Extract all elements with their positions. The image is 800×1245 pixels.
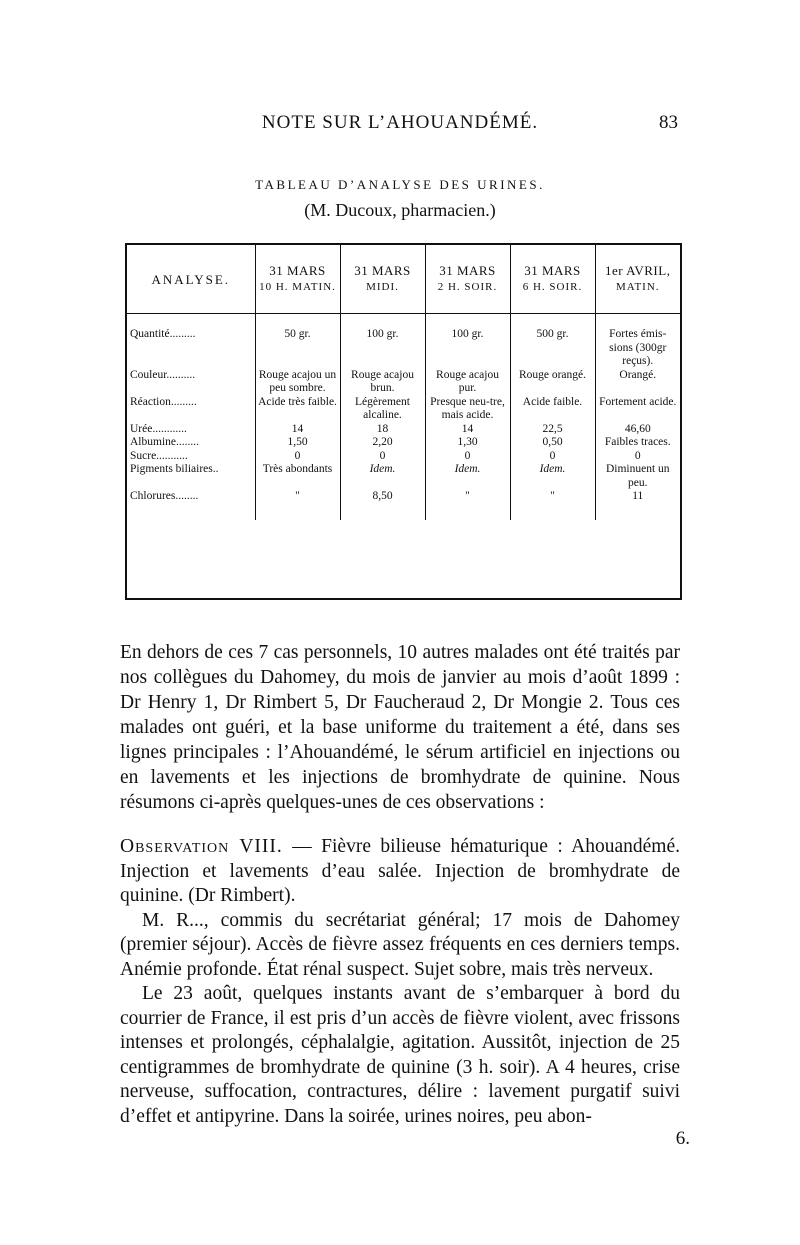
observation-section: [120, 835, 680, 1129]
analysis-table: [127, 245, 680, 520]
table-cell: 22,5: [510, 423, 595, 437]
table-cell: 18: [340, 423, 425, 437]
table-cell: Faibles traces.: [595, 436, 680, 450]
table-row: [127, 490, 680, 520]
table-cell: ": [255, 490, 340, 520]
table-cell: Orangé.: [595, 369, 680, 396]
table-cell: Rouge acajou brun.: [340, 369, 425, 396]
page-number: 83: [659, 112, 678, 133]
table-row: [127, 436, 680, 450]
table-cell: 500 gr.: [510, 328, 595, 369]
table-cell: 8,50: [340, 490, 425, 520]
column-header: 31 MARS MIDI.: [340, 245, 425, 314]
column-header: 31 MARS 10 H. MATIN.: [255, 245, 340, 314]
table-cell: 14: [255, 423, 340, 437]
table-row: [127, 328, 680, 369]
table-cell: Idem.: [425, 463, 510, 490]
table-cell: Rouge acajou un peu sombre.: [255, 369, 340, 396]
table-cell: Idem.: [340, 463, 425, 490]
paragraph: En dehors de ces 7 cas personnels, 10 autres malades ont été traités par nos collègues du Dahomey, du mois de janvier au mois d’août 1899 : Dr Henry 1, Dr Rimbert 5, Dr Faucheraud 2, Dr Mongie 2. Tous ces malades ont guéri, et la base uniforme du traitement a été, dans ses lignes principales : l’Ahouandémé, le sérum artificiel en injections ou en lavements et les injections de bromhydrate de quinine. Nous résumons ci-après quelques-unes de ces observations :: [120, 642, 680, 813]
table-row: [127, 369, 680, 396]
table-cell: Très abondants: [255, 463, 340, 490]
body-paragraph-intro: [120, 640, 680, 815]
row-label: Chlorures........: [130, 490, 199, 502]
table-cell: 46,60: [595, 423, 680, 437]
column-header: 1er AVRIL, MATIN.: [595, 245, 680, 314]
table-cell: Rouge orangé.: [510, 369, 595, 396]
row-label: Quantité.........: [130, 328, 196, 340]
table-subtitle: (M. Ducoux, pharmacien.): [304, 200, 496, 220]
column-header: ANALYSE.: [127, 245, 255, 314]
table-cell: 0: [255, 450, 340, 464]
table-title: TABLEAU D’ANALYSE DES URINES.: [255, 177, 545, 192]
row-label: Réaction.........: [130, 395, 197, 408]
table-row: [127, 423, 680, 437]
table-cell: Presque neu-tre, mais acide.: [425, 396, 510, 423]
table-header-row: [127, 245, 680, 314]
row-label: Sucre...........: [130, 449, 188, 462]
table-cell: Fortes émis-sions (300gr reçus).: [595, 328, 680, 369]
signature-mark: 6.: [675, 1128, 690, 1149]
table-cell: 0: [595, 450, 680, 464]
column-header: 31 MARS 6 H. SOIR.: [510, 245, 595, 314]
table-cell: Acide très faible.: [255, 396, 340, 423]
table-cell: 0,50: [510, 436, 595, 450]
paragraph: M. R..., commis du secrétariat général; 17 mois de Dahomey (premier séjour). Accès de fièvre assez fréquents en ces derniers temps. Anémie profonde. État rénal suspect. Sujet sobre, mais très nerveux.: [120, 909, 680, 980]
table-cell: ": [425, 490, 510, 520]
table-cell: 50 gr.: [255, 328, 340, 369]
row-label: Urée............: [130, 422, 187, 435]
table-cell: Acide faible.: [510, 396, 595, 423]
column-header: 31 MARS 2 H. SOIR.: [425, 245, 510, 314]
table-cell: Fortement acide.: [595, 396, 680, 423]
table-cell: ": [510, 490, 595, 520]
table-cell: 1,30: [425, 436, 510, 450]
table-cell: 14: [425, 423, 510, 437]
table-row: [127, 450, 680, 464]
table-cell: 2,20: [340, 436, 425, 450]
table-cell: 100 gr.: [425, 328, 510, 369]
table-cell: Rouge acajou pur.: [425, 369, 510, 396]
table-cell: 1,50: [255, 436, 340, 450]
row-label: Pigments biliaires..: [130, 463, 219, 475]
table-cell: Idem.: [510, 463, 595, 490]
running-header-title: NOTE SUR L’AHOUANDÉMÉ.: [261, 112, 539, 133]
analysis-table-frame: [125, 243, 682, 600]
table-cell: 0: [425, 450, 510, 464]
table-cell: 100 gr.: [340, 328, 425, 369]
observation-title: — Fièvre bilieuse hématurique : Ahouandémé. Injection et lavements d’eau salée. Injection de bromhydrate de quinine. (Dr Rimbert).: [120, 836, 680, 906]
paragraph: Le 23 août, quelques instants avant de s’embarquer à bord du courrier de France, il est pris d’un accès de fièvre violent, avec frissons intenses et prolongés, céphalalgie, agitation. Aussitôt, injection de 25 centigrammes de bromhydrate de quinine (3 h. soir). A 4 heures, crise nerveuse, suffocation, contractures, délire : lavement purgatif suivi d’effet et antipyrine. Dans la soirée, urines noires, peu abon-: [120, 983, 680, 1127]
row-label: Couleur..........: [130, 368, 196, 381]
table-cell: 0: [510, 450, 595, 464]
table-row: [127, 463, 680, 490]
table-cell: 11: [595, 490, 680, 520]
observation-label: Observation VIII.: [120, 836, 283, 857]
table-cell: 0: [340, 450, 425, 464]
table-cell: Diminuent un peu.: [595, 463, 680, 490]
observation-heading: [120, 835, 680, 909]
table-cell: Légèrement alcaline.: [340, 396, 425, 423]
table-row: [127, 396, 680, 423]
row-label: Albumine........: [130, 436, 199, 448]
